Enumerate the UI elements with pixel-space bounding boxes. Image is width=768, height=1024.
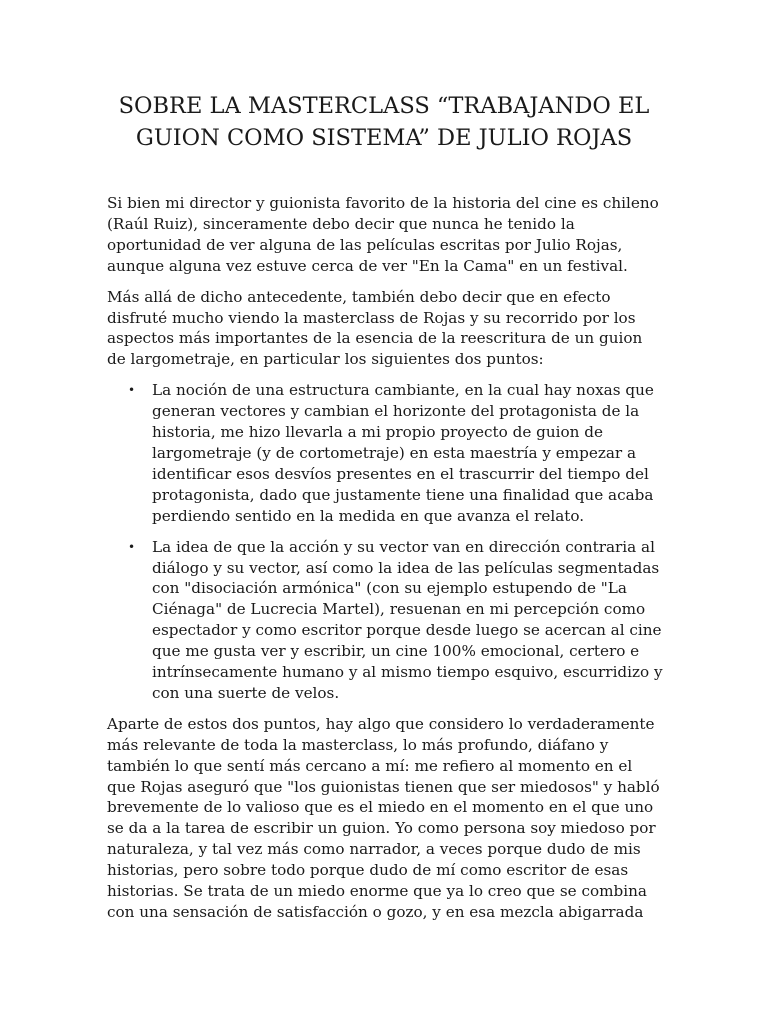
- bullet-item: [128, 380, 665, 526]
- bullet-list: [107, 380, 665, 704]
- paragraph-closing: Aparte de estos dos puntos, hay algo que considero lo verdaderamente más relevante de toda la masterclass, lo más profundo, diáfano y también lo que sentí más cercano a mí: me refiero al momento en el que Rojas aseguró que "los guionistas tienen que ser miedosos" y habló brevemente de lo valioso que es el miedo en el momento en el que uno se da a la tarea de escribir un guion. Yo como persona soy miedoso por naturaleza, y tal vez más como narrador, a veces porque dudo de mis historias, pero sobre todo porque dudo de mí como escritor de esas historias. Se trata de un miedo enorme que ya lo creo que se combina con una sensación de satisfacción o gozo, y en esa mezcla abigarrada: [107, 714, 660, 921]
- document-body: [107, 193, 665, 933]
- paragraph-context: Más allá de dicho antecedente, también debo decir que en efecto disfruté mucho viendo la masterclass de Rojas y su recorrido por los aspectos más importantes de la esencia de la reescritura de un guion de largometraje, en particular los siguientes dos puntos:: [107, 287, 643, 369]
- bullet-text: La idea de que la acción y su vector van en dirección contraria al diálogo y su vector, así como la idea de las películas segmentadas con "disociación armónica" (con su ejemplo estupendo de "La Ciénaga" de Lucrecia Martel), resuenan en mi percepción como espectador y como escritor porque desde luego se acercan al cine que me gusta ver y escribir, un cine 100% emocional, certero e intrínsecamente humano y al mismo tiempo esquivo, escurridizo y con una suerte de velos.: [152, 537, 663, 702]
- paragraph-intro: Si bien mi director y guionista favorito de la historia del cine es chileno (Raúl Ruiz), sinceramente debo decir que nunca he tenido la oportunidad de ver alguna de las películas escritas por Julio Rojas, aunque alguna vez estuve cerca de ver "En la Cama" en un festival.: [107, 194, 659, 275]
- bullet-item: [128, 537, 665, 704]
- bullet-marker: •: [128, 539, 136, 554]
- bullet-marker: •: [128, 383, 136, 398]
- bullet-text: La noción de una estructura cambiante, en la cual hay noxas que generan vectores y cambian el horizonte del protagonista de la historia, me hizo llevarla a mi propio proyecto de guion de largometraje (y de cortometraje) en esta maestría y empezar a identificar esos desvíos presentes en el trascurrir del tiempo del protagonista, dado que justamente tiene una finalidad que acaba perdiendo sentido en la medida en que avanza el relato.: [152, 381, 654, 525]
- document-title: SOBRE LA MASTERCLASS “TRABAJANDO EL GUION COMO SISTEMA” DE JULIO ROJAS: [118, 93, 650, 151]
